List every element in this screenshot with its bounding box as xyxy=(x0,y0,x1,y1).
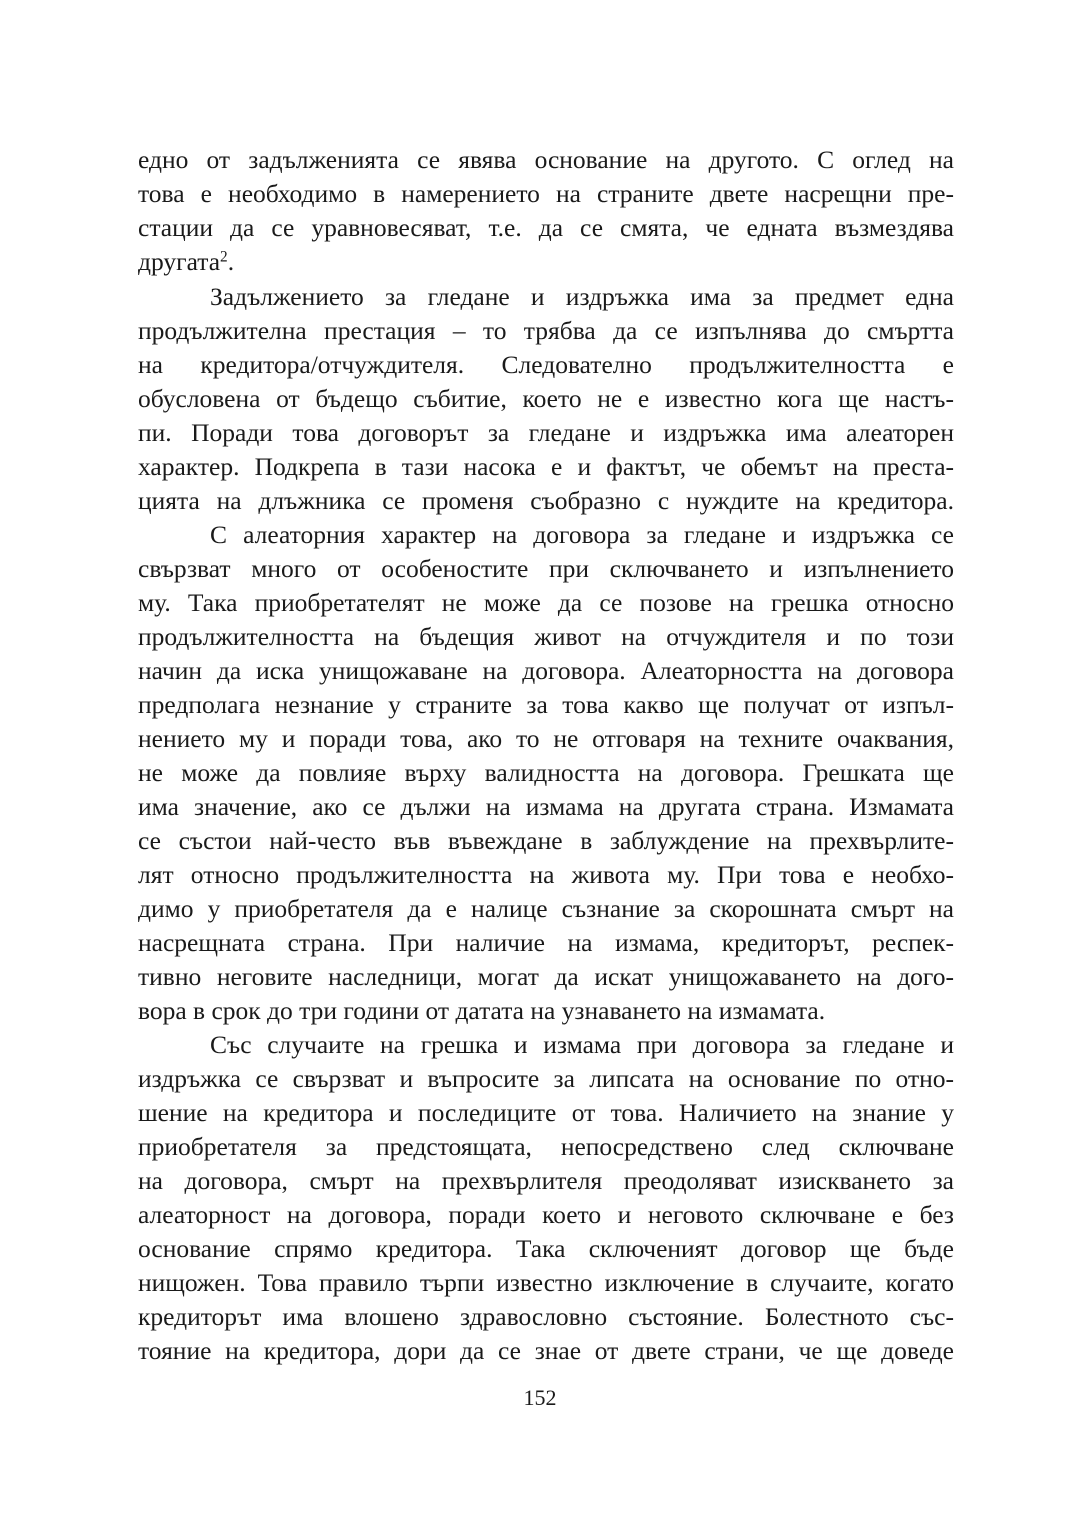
text-line: другата$^2$. xyxy=(138,247,235,276)
text-line: издръжка се свързват и въпросите за липсата на основание по отно- xyxy=(138,1064,954,1093)
text-line: цията на длъжника се променя съобразно с нуждите на кредитора. xyxy=(138,486,954,515)
text-line: Със случаите на грешка и измама при договора за гледане и xyxy=(210,1030,954,1059)
text-line: не може да повлияе върху валидността на договора. Грешката ще xyxy=(138,758,954,787)
text-line: шение на кредитора и последиците от това. Наличието на знание у xyxy=(138,1098,954,1127)
text-line: продължителността на бъдещия живот на отчуждителя и по този xyxy=(138,622,954,651)
text-line: продължителна престация – то трябва да се изпълнява до смъртта xyxy=(138,316,954,345)
text-line: обусловена от бъдещо събитие, което не е известно кога ще настъ- xyxy=(138,384,954,413)
text-line: предполага незнание у страните за това какво ще получат от изпъл- xyxy=(138,690,954,719)
text-line-content: другата xyxy=(138,247,221,276)
text-line: вора в срок до три години от датата на узнаването на измамата. xyxy=(138,996,826,1025)
text-line: основание спрямо кредитора. Така сключеният договор ще бъде xyxy=(138,1234,954,1263)
text-line: се състои най-често във въвеждане в заблуждение на прехвърлите- xyxy=(138,826,954,855)
text-line: пи. Поради това договорът за гледане и издръжка има алеаторен xyxy=(138,418,954,447)
text-line: стации да се уравновесяват, т.е. да се смята, че едната възмездява xyxy=(138,213,954,242)
text-line: тояние на кредитора, дори да се знае от двете страни, че ще доведе xyxy=(138,1336,954,1365)
text-line: кредиторът има влошено здравословно състояние. Болестното със- xyxy=(138,1302,954,1331)
page-number: 152 xyxy=(523,1385,557,1410)
text-line: свързват много от особеностите при сключването и изпълнението xyxy=(138,554,954,583)
text-line: на договора, смърт на прехвърлителя преодоляват изискването за xyxy=(138,1166,954,1195)
text-line: характер. Подкрепа в тази насока е и фактът, че обемът на преста- xyxy=(138,452,954,481)
text-line: това е необходимо в намерението на страните двете насрещни пре- xyxy=(138,179,954,208)
text-line: димо у приобретателя да е налице съзнание за скорошната смърт на xyxy=(138,894,954,923)
text-line: нищожен. Това правило търпи известно изключение в случаите, когато xyxy=(138,1268,954,1297)
text-line: приобретателя за предстоящата, непосредствено след сключване xyxy=(138,1132,954,1161)
text-line: нението му и поради това, ако то не отговаря на техните очаквания, xyxy=(138,724,954,753)
text-line: алеаторност на договора, поради което и неговото сключване е без xyxy=(138,1200,954,1229)
text-line: Задължението за гледане и издръжка има за предмет една xyxy=(210,282,954,311)
text-line: С алеаторния характер на договора за гледане и издръжка се xyxy=(210,520,954,549)
text-line: едно от задълженията се явява основание на другото. С оглед на xyxy=(138,145,954,174)
footnote-marker: 2 xyxy=(220,248,228,266)
text-line: лят относно продължителността на живота му. При това е необхо- xyxy=(138,860,954,889)
text-line: начин да иска унищожаване на договора. Алеаторността на договора xyxy=(138,656,954,685)
text-line: тивно неговите наследници, могат да искат унищожаването на дого- xyxy=(138,962,954,991)
text-line: му. Така приобретателят не може да се позове на грешка относно xyxy=(138,588,954,617)
text-line: има значение, ако се дължи на измама на другата страна. Измамата xyxy=(138,792,954,821)
text-line: насрещната страна. При наличие на измама, кредиторът, респек- xyxy=(138,928,954,957)
text-line: на кредитора/отчуждителя. Следователно продължителността е xyxy=(138,350,954,379)
